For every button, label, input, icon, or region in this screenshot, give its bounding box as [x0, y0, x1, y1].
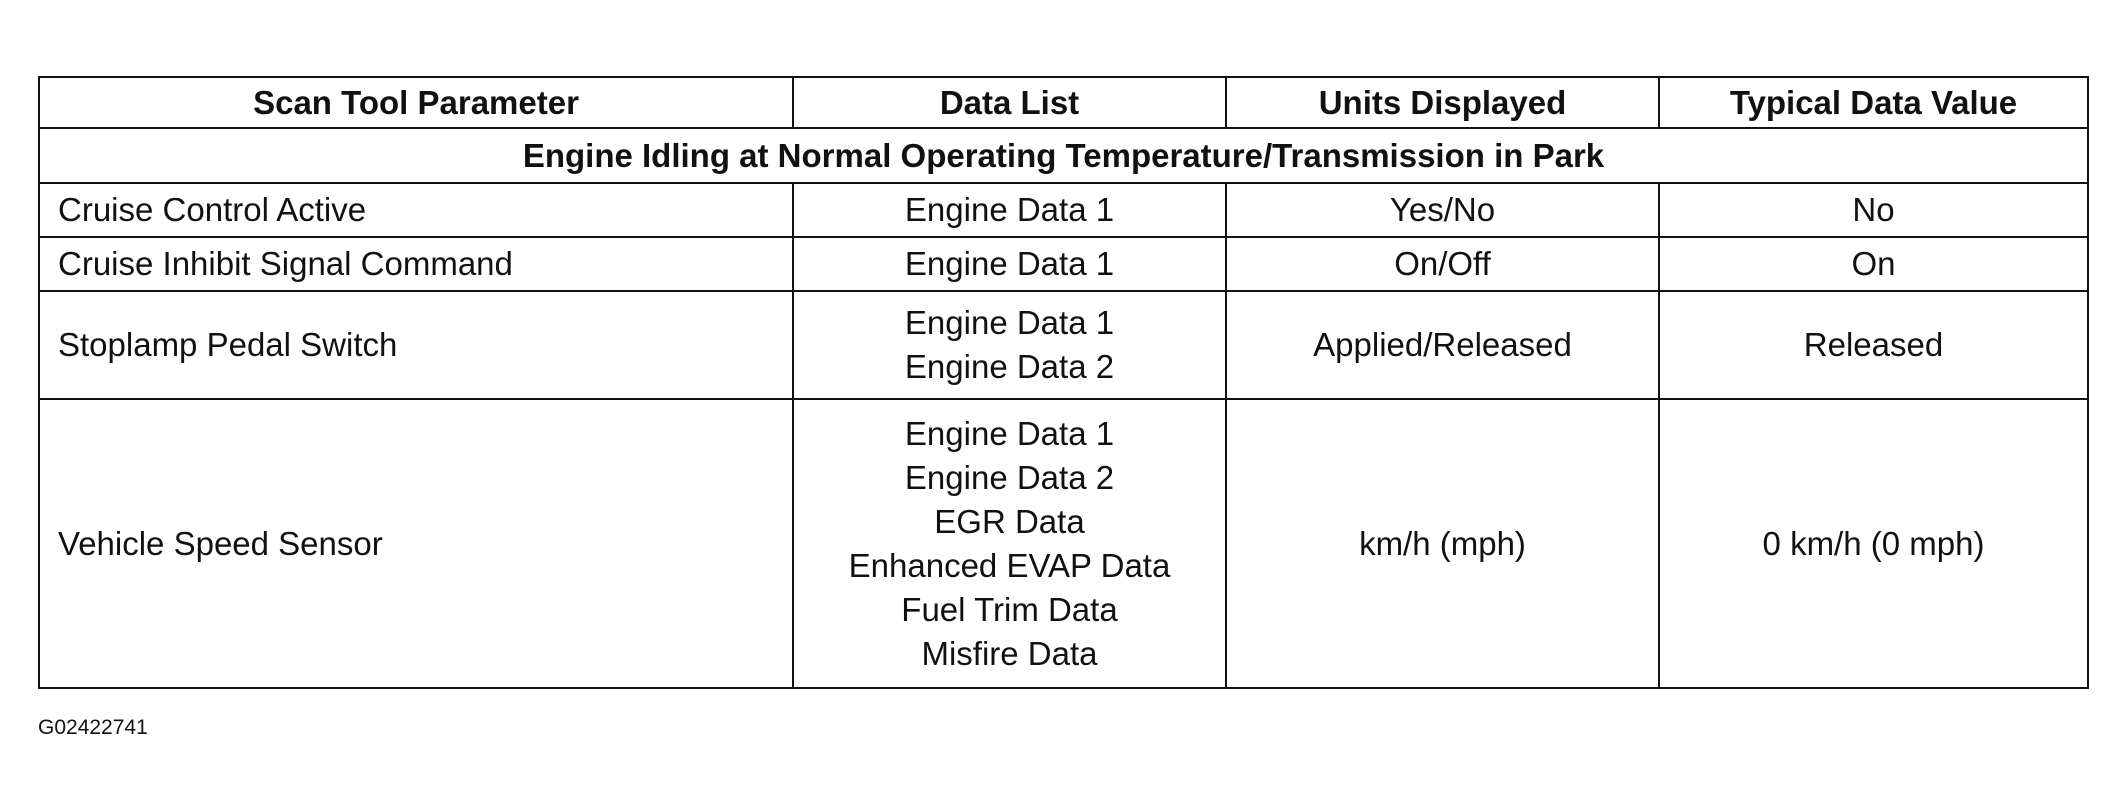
figure-id: G02422741: [38, 716, 148, 739]
table-row: [39, 183, 2088, 237]
data-list-cell: [793, 183, 1226, 237]
units-cell: Yes/No: [1226, 183, 1659, 237]
typical-value-cell: On: [1659, 237, 2088, 291]
table-row: [39, 291, 2088, 399]
table-header-row: [39, 77, 2088, 128]
section-title: Engine Idling at Normal Operating Temperature/Transmission in Park: [39, 128, 2088, 183]
data-list-item: Engine Data 1: [904, 191, 1115, 228]
typical-value-cell: 0 km/h (0 mph): [1659, 399, 2088, 688]
units-cell: Applied/Released: [1226, 291, 1659, 399]
section-row: [39, 128, 2088, 183]
data-list-item: EGR Data: [934, 502, 1085, 540]
parameter-cell: Cruise Inhibit Signal Command: [39, 237, 793, 291]
data-list-item: Engine Data 1: [904, 304, 1115, 341]
data-list-cell: [793, 399, 1226, 688]
data-list-item: Engine Data 1: [904, 414, 1115, 452]
scan-tool-data-table: [38, 76, 2089, 689]
table-row: [39, 399, 2088, 688]
data-list-item: Engine Data 1: [904, 245, 1115, 282]
typical-value-cell: No: [1659, 183, 2088, 237]
data-list-cell: [793, 291, 1226, 399]
data-list-item: Misfire Data: [921, 634, 1098, 672]
header-typical-data-value: Typical Data Value: [1659, 77, 2088, 128]
units-cell: On/Off: [1226, 237, 1659, 291]
header-scan-tool-parameter: Scan Tool Parameter: [39, 77, 793, 128]
parameter-cell: Vehicle Speed Sensor: [39, 399, 793, 688]
parameter-cell: Cruise Control Active: [39, 183, 793, 237]
typical-value-cell: Released: [1659, 291, 2088, 399]
data-list-item: Engine Data 2: [904, 458, 1115, 496]
header-units-displayed: Units Displayed: [1226, 77, 1659, 128]
table-row: [39, 237, 2088, 291]
units-cell: km/h (mph): [1226, 399, 1659, 688]
data-list-item: Fuel Trim Data: [901, 590, 1118, 628]
parameter-cell: Stoplamp Pedal Switch: [39, 291, 793, 399]
data-list-cell: [793, 237, 1226, 291]
data-list-item: Engine Data 2: [904, 348, 1115, 385]
header-data-list: Data List: [793, 77, 1226, 128]
data-list-item: Enhanced EVAP Data: [848, 546, 1171, 584]
